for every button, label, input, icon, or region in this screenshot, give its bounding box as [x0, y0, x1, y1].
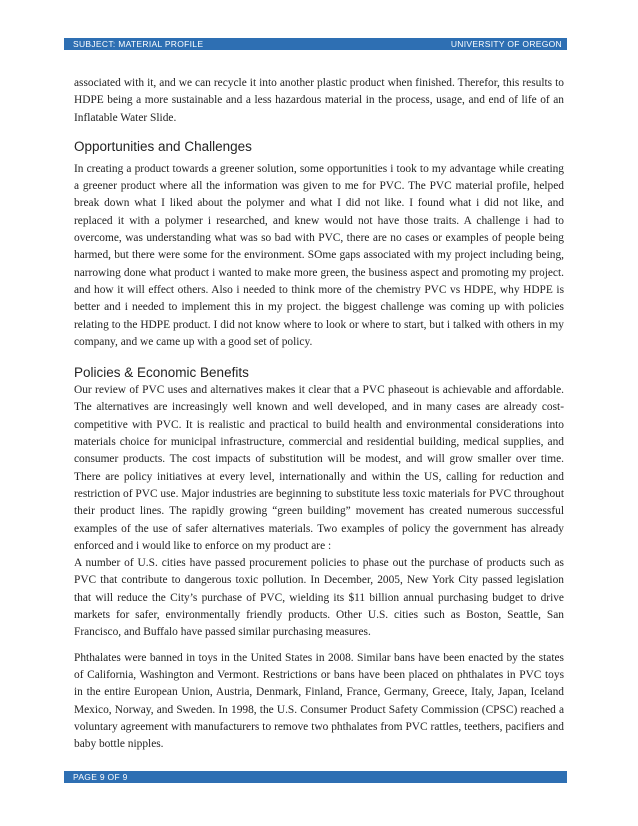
header-band — [64, 38, 567, 50]
header-subject: SUBJECT: MATERIAL PROFILE — [73, 39, 204, 49]
page-content — [74, 75, 564, 753]
opportunities-heading: Opportunities and Challenges — [74, 138, 252, 154]
intro-paragraph: associated with it, and we can recycle it into another plastic product when finished. Therefor, this results to HDPE being a more sustainable and a less hazardous material in the process, usage, and end of life of an Inflatable Water Slide. — [74, 77, 564, 124]
policies-paragraph-3: Phthalates were banned in toys in the United States in 2008. Similar bans have been enacted by the states of California, Washington and Vermont. Restrictions or bans have been placed on phthalates in PVC toys in the entire European Union, Austria, Denmark, Finland, France, Germany, Greece, Italy, Japan, Iceland Mexico, Norway, and Sweden. In 1998, the U.S. Consumer Product Safety Commission (CPSC) reached a voluntary agreement with manufacturers to remove two phthalates from PVC rattles, teethers, pacifiers and baby bottle nipples. — [74, 651, 564, 751]
page-number: PAGE 9 OF 9 — [73, 772, 128, 782]
footer-band — [64, 771, 567, 783]
opportunities-paragraph: In creating a product towards a greener solution, some opportunities i took to my advantage while creating a greener product where all the information was given to me for PVC. The PVC material profile, helped break down what I liked about the polymer and what I did not like. I found what i did not like, and replaced it with a polymer i researched, and knew would not have those traits. A challenge i had to overcome, was understanding what was so bad with PVC, there are no cases or examples of people being harmed, but there were some for the environment. SOme gaps associated with my project including being, narrowing done what product i wanted to make more green, the business aspect and promoting my project. and how it will effect others. Also i needed to think more of the chemistry PVC vs HDPE, why HDPE is better and i needed to implement this in my project. the biggest challenge was coming up with policies relating to the HDPE product. I did not know where to look or where to start, but i talked with others in my company, and we came up with a good set of policy. — [74, 162, 564, 348]
policies-heading: Policies & Economic Benefits — [74, 365, 249, 381]
header-organization: UNIVERSITY OF OREGON — [450, 39, 562, 49]
policies-paragraph-1: Our review of PVC uses and alternatives makes it clear that a PVC phaseout is achievable and affordable. The alternatives are increasingly well known and well developed, and in many cases are already cost-competitive with PVC. It is realistic and practical to build health and environmental considerations into materials choice for municipal infrastructure, commercial and residential building, medical supplies, and consumer products. The cost impacts of substitution will be modest, and will grow smaller over time. There are policy initiatives at every level, internationally and within the US, calling for reduction and restriction of PVC use. Major industries are beginning to substitute less toxic materials for PVC throughout their product lines. The rapidly growing “green building” movement has created numerous successful examples of the use of safer alternatives materials. Two examples of policy the government has already enforced and i would like to enforce on my product are : — [74, 384, 564, 552]
policies-paragraph-2: A number of U.S. cities have passed procurement policies to phase out the purchase of products such as PVC that contribute to dangerous toxic pollution. In December, 2005, New York City passed legislation that will reduce the City’s purchase of PVC, wielding its $11 billion annual purchasing budget to drive markets for safer, environmentally friendly products. Other U.S. cities such as Boston, Seattle, San Francisco, and Buffalo have passed similar purchasing measures. — [74, 557, 564, 639]
